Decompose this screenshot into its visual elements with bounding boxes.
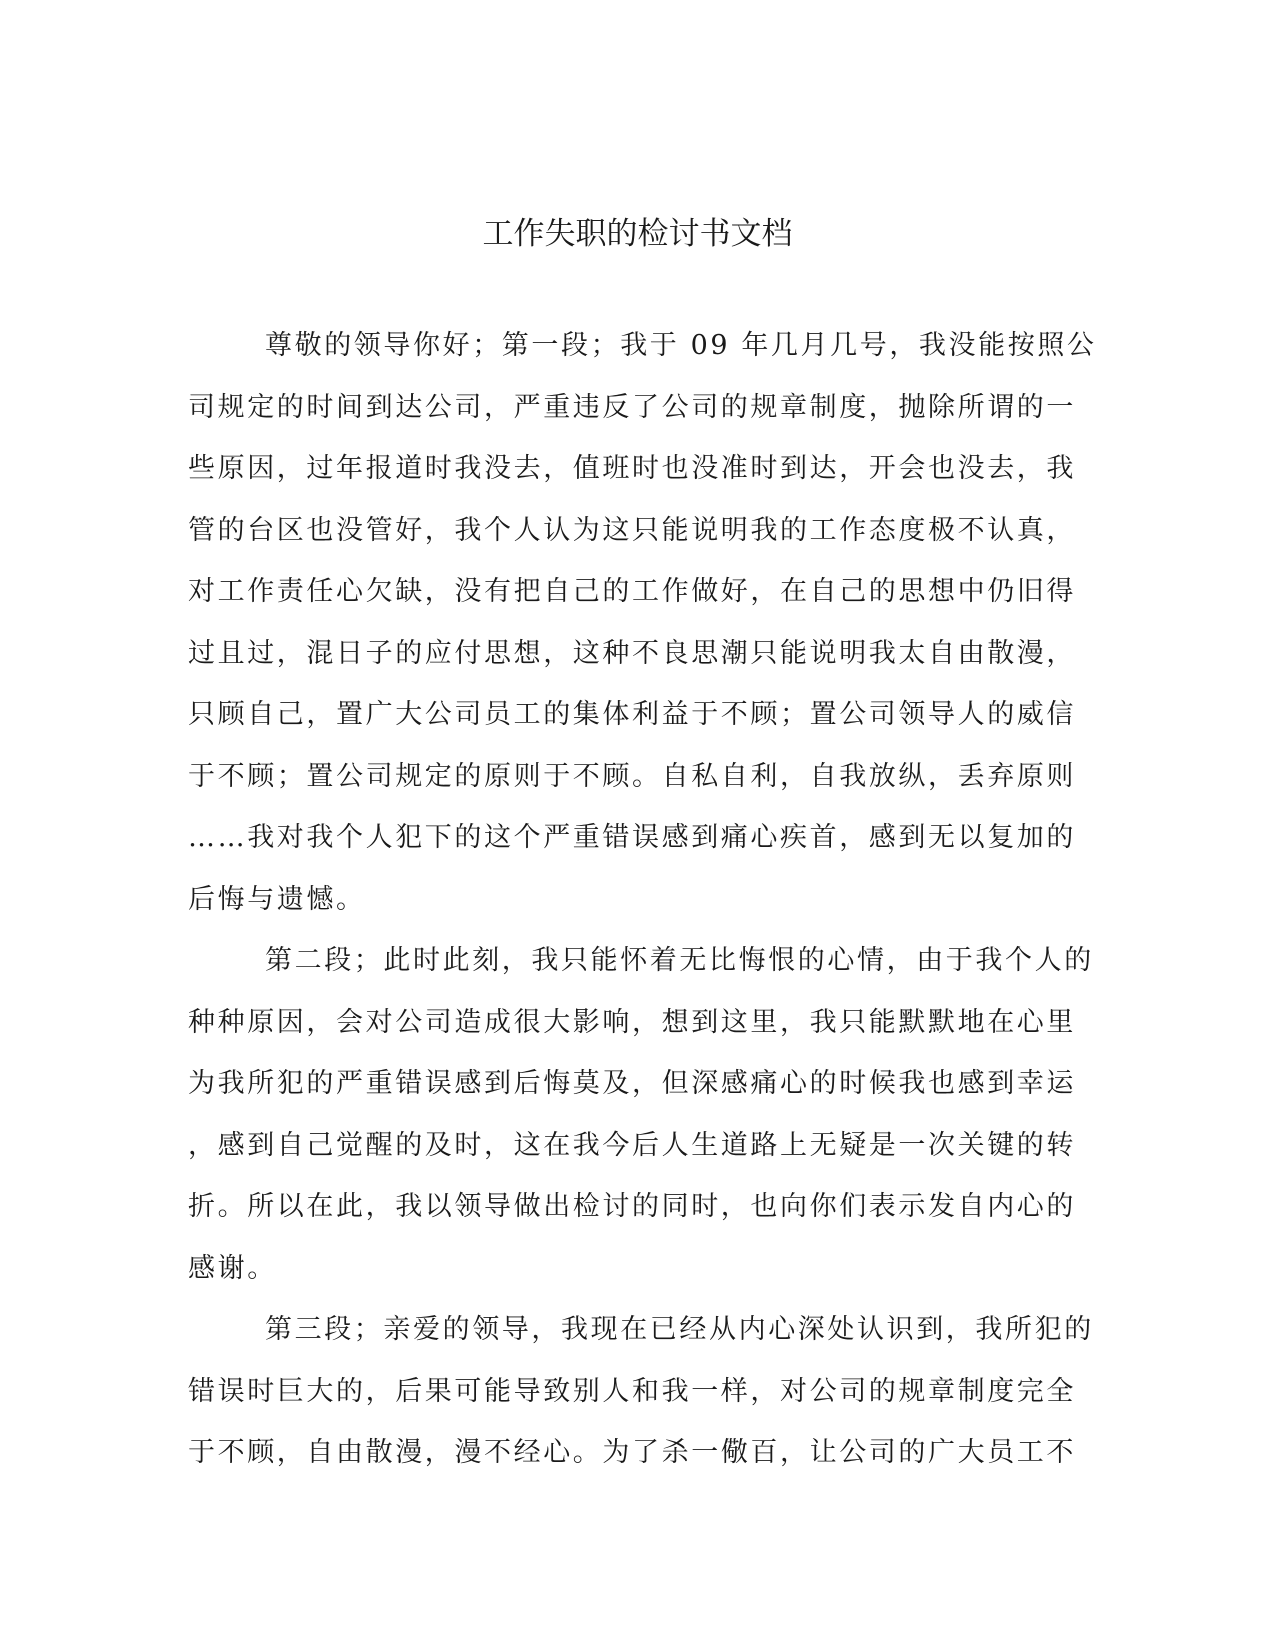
paragraph-2 — [188, 940, 1094, 1309]
text-line: 为我所犯的严重错误感到后悔莫及，但深感痛心的时候我也感到幸运 — [188, 1068, 1076, 1099]
document-title: 工作失职的检讨书文档 — [482, 216, 793, 252]
text-line: ，感到自己觉醒的及时，这在我今后人生道路上无疑是一次关键的转 — [188, 1129, 1076, 1161]
document-body — [188, 325, 1097, 1494]
text-line: 种种原因，会对公司造成很大影响，想到这里，我只能默默地在心里 — [188, 1006, 1076, 1038]
text-line: 些原因，过年报道时我没去，值班时也没准时到达，开会也没去，我 — [188, 453, 1076, 484]
text-line: 错误时巨大的，后果可能导致别人和我一样，对公司的规章制度完全 — [188, 1375, 1076, 1407]
paragraph-3 — [188, 1309, 1094, 1494]
text-line: 于不顾，自由散漫，漫不经心。为了杀一儆百，让公司的广大员工不 — [188, 1437, 1076, 1468]
paragraph-1 — [188, 325, 1097, 940]
text-line: 只顾自己，置广大公司员工的集体利益于不顾；置公司领导人的威信 — [188, 699, 1076, 730]
text-line: 管的台区也没管好，我个人认为这只能说明我的工作态度极不认真， — [188, 514, 1076, 546]
text-line: 感谢。 — [188, 1252, 277, 1284]
text-line: 尊敬的领导你好；第一段；我于 09 年几月几号，我没能按照公 — [265, 330, 1097, 361]
text-line: 过且过，混日子的应付思想，这种不良思潮只能说明我太自由散漫， — [188, 637, 1076, 669]
text-line: 折。所以在此，我以领导做出检讨的同时，也向你们表示发自内心的 — [188, 1191, 1076, 1222]
text-line: 于不顾；置公司规定的原则于不顾。自私自利，自我放纵，丢弃原则 — [188, 760, 1076, 792]
text-line: 后悔与遗憾。 — [188, 883, 366, 915]
text-line: ……我对我个人犯下的这个严重错误感到痛心疾首，感到无以复加的 — [188, 822, 1076, 853]
text-line: 司规定的时间到达公司，严重违反了公司的规章制度，抛除所谓的一 — [188, 391, 1076, 423]
text-line: 第二段；此时此刻，我只能怀着无比悔恨的心情，由于我个人的 — [265, 945, 1094, 976]
text-line: 对工作责任心欠缺，没有把自己的工作做好，在自己的思想中仍旧得 — [188, 576, 1076, 607]
text-line: 第三段；亲爱的领导，我现在已经从内心深处认识到，我所犯的 — [265, 1314, 1094, 1345]
